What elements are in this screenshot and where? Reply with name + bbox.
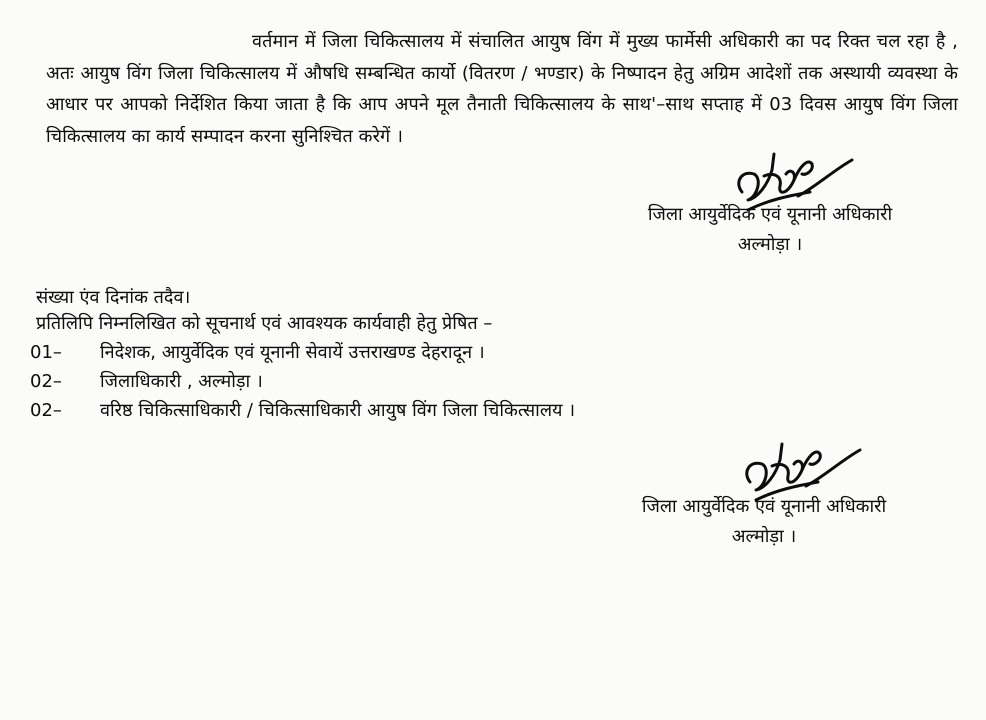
- list-item-number: 02–: [30, 371, 62, 392]
- copy-to-intro: प्रतिलिपि निम्नलिखित को सूचनार्थ एवं आवश्यक कार्यवाही हेतु प्रेषित –: [36, 313, 493, 334]
- list-item: [30, 338, 930, 367]
- list-item: [30, 396, 930, 425]
- list-item-text: जिलाधिकारी , अल्मोड़ा ।: [100, 371, 263, 392]
- reference-line: संख्या एंव दिनांक तदैव।: [36, 287, 191, 308]
- signature-2-place: अल्मोड़ा ।: [731, 526, 797, 547]
- signature-block-2: [594, 492, 934, 552]
- signature-2-designation: जिला आयुर्वेदिक एवं यूनानी अधिकारी: [641, 496, 887, 517]
- signature-1-designation: जिला आयुर्वेदिक एवं यूनानी अधिकारी: [647, 204, 893, 225]
- body-paragraph: वर्तमान में जिला चिकित्सालय में संचालित आयुष विंग में मुख्य फार्मेसी अधिकारी का पद रिक्त चल रहा है , अतः आयुष विंग जिला चिकित्सालय में औषधि सम्बन्धित कार्यो (वितरण / भण्डार) के निष्पादन हेतु अग्रिम आदेशों तक अस्थायी व्यवस्था के आधार पर आपको निर्देशित किया जाता है कि आप अपने मूल तैनाती चिकित्सालय के साथ'–साथ सप्ताह में 03 दिवस आयुष विंग जिला चिकित्सालय का कार्य सम्पादन करना सुनिश्चित करेगें ।: [46, 31, 958, 147]
- list-item-number: 02–: [30, 400, 62, 421]
- signature-block-1: [600, 200, 940, 260]
- signature-1-place: अल्मोड़ा ।: [737, 234, 803, 255]
- list-item: [30, 367, 930, 396]
- list-item-text: वरिष्ठ चिकित्साधिकारी / चिकित्साधिकारी आयुष विंग जिला चिकित्सालय ।: [100, 400, 576, 421]
- list-item-text: निदेशक, आयुर्वेदिक एवं यूनानी सेवायें उत्तराखण्ड देहरादून ।: [100, 342, 485, 363]
- list-item-number: 01–: [30, 342, 62, 363]
- recipient-list: [30, 338, 930, 425]
